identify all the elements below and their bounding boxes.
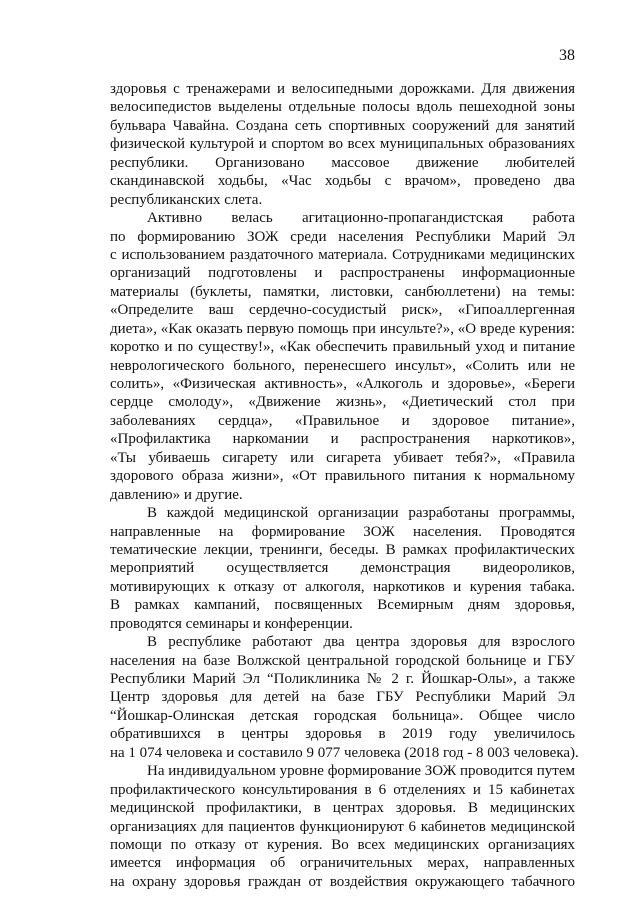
text-line: проводятся семинары и конференции.	[110, 615, 353, 632]
text-line: организациях для пациентов функционируют 6 кабинетов медицинской	[110, 818, 575, 835]
text-line: На индивидуальном уровне формирование ЗОЖ проводится путем	[147, 763, 575, 780]
text-line: «Ты убиваешь сигарету или сигарета убивает тебя?», «Правила	[110, 449, 575, 466]
text-line: В каждой медицинской организации разработаны программы,	[147, 505, 575, 522]
document-body-text	[110, 80, 579, 891]
text-line: коротко и по существу!», «Как обеспечить правильный уход и питание	[110, 339, 575, 356]
text-line: мероприятий осуществляется демонстрация видеороликов,	[110, 560, 575, 577]
text-line: солить», «Физическая активность», «Алкоголь и здоровье», «Береги	[110, 376, 575, 392]
text-line: на 1 074 человека и составило 9 077 человека (2018 год - 8 003 человека).	[110, 744, 579, 761]
text-line: физической культурой и спортом во всех муниципальных образованиях	[110, 136, 575, 153]
text-line: направленные на формирование ЗОЖ населения. Проводятся	[110, 523, 575, 540]
text-line: диета», «Как оказать первую помощь при инсульте?», «О вреде курения:	[110, 320, 575, 337]
text-line: “Йошкар-Олинская детская городская больница». Общее число	[110, 707, 575, 724]
text-line: Активно велась агитационно-пропагандистская работа	[147, 210, 575, 227]
text-line: медицинской профилактики, в центрах здоровья. В медицинских	[110, 800, 575, 817]
page-number: 38	[559, 47, 575, 64]
text-line: заболеваниях сердца», «Правильное и здоровое питание»,	[110, 412, 575, 429]
text-line: на охрану здоровья граждан от воздействия окружающего табачного	[110, 873, 575, 890]
text-line: населения на базе Волжской центральной городской больнице и ГБУ	[110, 652, 575, 669]
text-line: по формированию ЗОЖ среди населения Республики Марий Эл	[110, 228, 575, 245]
text-line: здорового образа жизни», «От правильного питания к нормальному	[110, 468, 575, 485]
text-line: республиканских слета.	[110, 191, 263, 208]
text-line: неврологического больного, перенесшего инсульт», «Солить или не	[110, 357, 575, 374]
text-line: Центр здоровья для детей на базе ГБУ Республики Марий Эл	[110, 689, 575, 706]
text-line: скандинавской ходьбы, «Час ходьбы с врачом», проведено два	[110, 173, 575, 190]
text-line: тематические лекции, тренинги, беседы. В рамках профилактических	[110, 541, 575, 558]
text-line: обратившихся в центры здоровья в 2019 году увеличилось	[110, 726, 575, 743]
text-line: с использованием раздаточного материала. Сотрудниками медицинских	[110, 246, 575, 263]
text-line: Республики Марий Эл “Поликлиника № 2 г. Йошкар-Олы», а также	[110, 671, 575, 687]
text-line: «Профилактика наркомании и распространения наркотиков»,	[110, 431, 575, 448]
text-line: велосипедистов выделены отдельные полосы вдоль пешеходной зоны	[110, 99, 575, 116]
text-line: сердце смолоду», «Движение жизнь», «Диетический стол при	[110, 394, 575, 411]
text-line: республики. Организовано массовое движение любителей	[110, 154, 575, 171]
text-line: имеется информация об ограничительных мерах, направленных	[110, 855, 575, 872]
text-line: В рамках кампаний, посвященных Всемирным дням здоровья,	[110, 597, 575, 614]
text-line: мотивирующих к отказу от алкоголя, наркотиков и курения табака.	[110, 578, 575, 595]
text-line: организаций подготовлены и распространены информационные	[110, 265, 575, 282]
text-line: «Определите ваш сердечно-сосудистый риск», «Гипоаллергенная	[110, 302, 575, 319]
text-line: материалы (буклеты, памятки, листовки, санбюллетени) на темы:	[110, 283, 575, 300]
text-line: В республике работают два центра здоровья для взрослого	[147, 634, 575, 651]
text-line: профилактического консультирования в 6 отделениях и 15 кабинетах	[110, 781, 575, 798]
text-line: бульвара Чавайна. Создана сеть спортивных сооружений для занятий	[110, 117, 575, 134]
text-line: здоровья с тренажерами и велосипедными дорожками. Для движения	[110, 81, 575, 97]
text-line: помощи по отказу от курения. Во всех медицинских организациях	[110, 836, 575, 853]
text-line: давлению» и другие.	[110, 486, 243, 503]
